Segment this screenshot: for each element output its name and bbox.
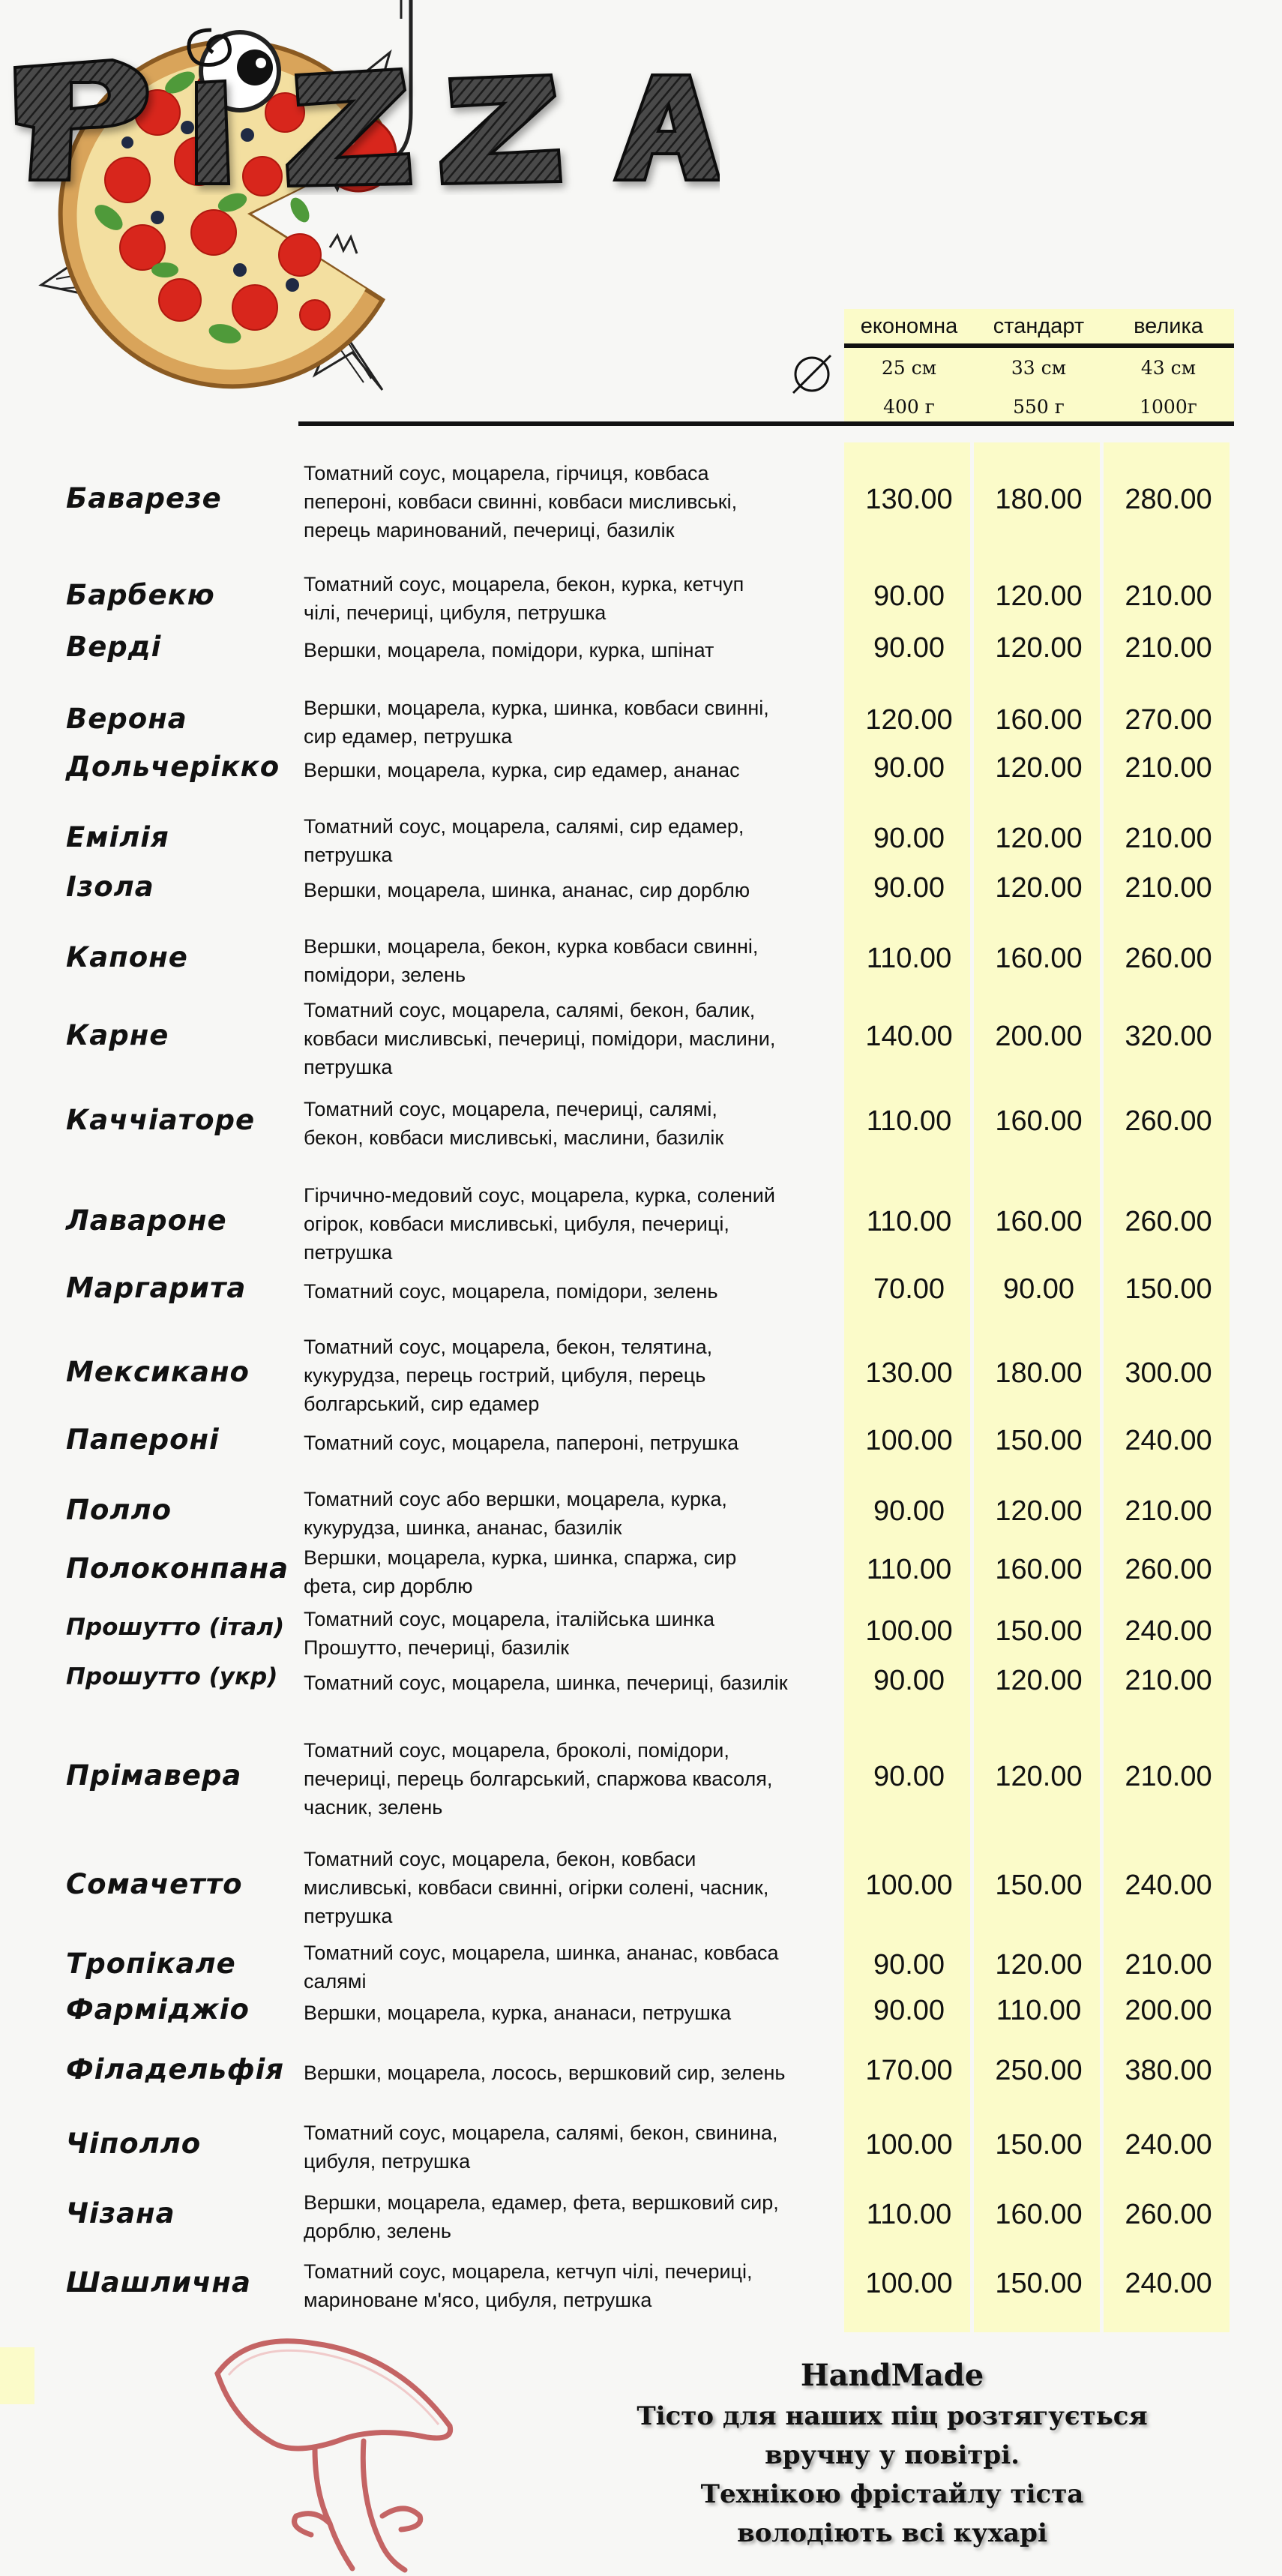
ingredients-line: Томатний соус, моцарела, італійська шинка (304, 1608, 714, 1630)
pizza-ingredients (304, 1999, 828, 2027)
pizza-name: Фарміджіо (66, 1993, 250, 2026)
pizza-ingredients (304, 932, 828, 989)
ingredients-line: Вершки, моцарела, шинка, ананас, сир дорблю (304, 879, 750, 901)
price-standard: 160.00 (995, 2199, 1083, 2230)
price-large: 260.00 (1125, 1105, 1212, 1137)
price-standard: 90.00 (1002, 1273, 1075, 1305)
ingredients-line: Томатний соус, моцарела, броколі, помідори, (304, 1739, 729, 1762)
pizza-name: Шашлична (66, 2266, 251, 2299)
ingredients-line: Вершки, моцарела, курка, сир едамер, ананас (304, 759, 740, 781)
pizza-name: Полло (66, 1494, 172, 1526)
weight-standard: 550 г (1013, 395, 1065, 418)
pizza-name: Прошутто (укр) (66, 1663, 278, 1690)
ingredients-line: дорблю, зелень (304, 2220, 451, 2242)
diameter-icon (789, 351, 835, 397)
price-standard: 120.00 (995, 580, 1083, 612)
pizza-ingredients (304, 1277, 828, 1306)
ingredients-line: мисливські, ковбаси свинні, огірки солені, часник, (304, 1876, 769, 1899)
diameter-standard: 33 см (1011, 356, 1067, 379)
handmade-line: вручну у повітрі. (765, 2440, 1020, 2470)
price-economy: 100.00 (865, 1870, 953, 1901)
price-standard: 150.00 (995, 1425, 1083, 1456)
price-large: 210.00 (1125, 872, 1212, 904)
pizza-ingredients (304, 1485, 828, 1542)
handmade-line: Тісто для наших піц розтягується (637, 2401, 1148, 2431)
price-large: 210.00 (1125, 1761, 1212, 1792)
ingredients-line: мариноване м'ясо, цибуля, петрушка (304, 2289, 652, 2311)
ingredients-line: Томатний соус, моцарела, помідори, зелень (304, 1280, 718, 1303)
pizza-ingredients (304, 1181, 828, 1267)
price-economy: 110.00 (866, 1105, 952, 1137)
pizza-ingredients (304, 694, 828, 751)
ingredients-line: Вершки, моцарела, курка, шинка, ковбаси свинні, (304, 697, 769, 719)
handmade-line: володіють всі кухарі (737, 2518, 1047, 2548)
price-large: 260.00 (1125, 1206, 1212, 1237)
price-large: 320.00 (1125, 1021, 1212, 1052)
pizza-ingredients (304, 2059, 828, 2087)
price-standard: 110.00 (996, 1995, 1082, 2026)
pizza-name: Маргарита (66, 1272, 247, 1304)
price-large: 260.00 (1125, 943, 1212, 974)
ingredients-line: чілі, печериці, цибуля, петрушка (304, 601, 607, 624)
price-large: 300.00 (1125, 1357, 1212, 1389)
price-large: 240.00 (1125, 1425, 1212, 1456)
price-standard: 120.00 (995, 823, 1083, 854)
pizza-name: Чізана (66, 2197, 175, 2230)
price-large: 380.00 (1125, 2055, 1212, 2086)
pizza-name: Прімавера (66, 1759, 242, 1792)
ingredients-line: Томатний соус, моцарела, бекон, ковбаси (304, 1848, 696, 1870)
ingredients-line: петрушка (304, 1056, 393, 1078)
price-large: 210.00 (1125, 823, 1212, 854)
pizza-name: Лавароне (66, 1204, 227, 1237)
price-standard: 180.00 (995, 484, 1083, 515)
ingredients-line: Прошутто, печериці, базилік (304, 1636, 570, 1659)
weight-economy: 400 г (883, 395, 935, 418)
size-header (844, 309, 1234, 426)
ingredients-line: Томатний соус, моцарела, салямі, бекон, балик, (304, 999, 756, 1021)
pizza-name: Капоне (66, 941, 188, 973)
price-large: 150.00 (1125, 1273, 1212, 1305)
ingredients-line: Вершки, моцарела, курка, ананаси, петрушка (304, 2002, 732, 2024)
pizza-ingredients (304, 996, 828, 1081)
price-economy: 100.00 (865, 2129, 953, 2161)
price-economy: 90.00 (873, 632, 945, 664)
ingredients-line: Вершки, моцарела, помідори, курка, шпінат (304, 639, 714, 661)
price-standard: 160.00 (995, 704, 1083, 736)
pizza-name: Тропікале (66, 1948, 236, 1980)
pizza-ingredients (304, 2257, 828, 2314)
handmade-line: Технікою фрістайлу тіста (700, 2479, 1084, 2509)
pizza-ingredients (304, 1605, 828, 1662)
ingredients-line: Томатний соус, моцарела, кетчуп чілі, печериці, (304, 2260, 753, 2283)
ingredients-line: Томатний соус, моцарела, печериці, салямі, (304, 1098, 717, 1120)
price-standard: 120.00 (995, 1665, 1083, 1696)
price-economy: 90.00 (873, 752, 945, 784)
pizza-ingredients (304, 2188, 828, 2245)
pizza-name: Полоконпана (66, 1552, 289, 1585)
pizza-name: Папероні (66, 1423, 220, 1456)
dough-hand-icon (202, 2329, 472, 2576)
ingredients-line: сир едамер, петрушка (304, 725, 513, 748)
pizza-ingredients (304, 1939, 828, 1996)
pizza-name: Барбекю (66, 579, 215, 611)
pizza-name: Прошутто (італ) (66, 1614, 285, 1641)
ingredients-line: салямі (304, 1970, 367, 1993)
pizza-ingredients (304, 1095, 828, 1152)
price-large: 260.00 (1125, 2199, 1212, 2230)
price-standard: 120.00 (995, 632, 1083, 664)
ingredients-line: фета, сир дорблю (304, 1575, 473, 1597)
price-economy: 120.00 (865, 704, 953, 736)
pizza-ingredients (304, 636, 828, 664)
price-standard: 200.00 (995, 1021, 1083, 1052)
ingredients-line: Томатний соус, моцарела, бекон, курка, кетчуп (304, 573, 744, 595)
price-economy: 100.00 (865, 2268, 953, 2299)
price-standard: 120.00 (995, 752, 1083, 784)
ingredients-line: Томатний соус, моцарела, папероні, петрушка (304, 1432, 739, 1454)
price-economy: 100.00 (865, 1615, 953, 1647)
ingredients-line: Томатний соус, моцарела, салямі, бекон, свинина, (304, 2122, 778, 2144)
pizza-ingredients (304, 1333, 828, 1418)
price-standard: 120.00 (995, 1495, 1083, 1527)
price-large: 240.00 (1125, 1870, 1212, 1901)
handmade-note (525, 2355, 1260, 2553)
price-economy: 90.00 (873, 1761, 945, 1792)
price-economy: 90.00 (873, 1995, 945, 2026)
price-standard: 120.00 (995, 1761, 1083, 1792)
price-standard: 150.00 (995, 1870, 1083, 1901)
pizza-ingredients (304, 756, 828, 784)
swirl-icon (189, 30, 230, 65)
ingredients-line: Вершки, моцарела, курка, шинка, спаржа, сир (304, 1546, 737, 1569)
price-standard: 160.00 (995, 1206, 1083, 1237)
ingredients-line: Вершки, моцарела, лосось, вершковий сир, зелень (304, 2062, 786, 2084)
size-label-large: велика (1134, 313, 1203, 338)
ingredients-line: петрушка (304, 1241, 393, 1264)
price-standard: 180.00 (995, 1357, 1083, 1389)
ingredients-line: Гірчично-медовий соус, моцарела, курка, солений (304, 1184, 775, 1207)
price-large: 280.00 (1125, 484, 1212, 515)
corner-tab (0, 2347, 34, 2404)
price-large: 200.00 (1125, 1995, 1212, 2026)
pizza-name: Мексикано (66, 1356, 250, 1388)
price-standard: 160.00 (995, 943, 1083, 974)
ingredients-line: Томатний соус, моцарела, салямі, сир едамер, (304, 815, 744, 838)
ingredients-line: петрушка (304, 1905, 393, 1927)
ingredients-line: помідори, зелень (304, 964, 466, 986)
size-label-standard: стандарт (993, 313, 1085, 338)
ingredients-line: Томатний соус, моцарела, шинка, печериці, базилік (304, 1672, 788, 1694)
price-standard: 120.00 (995, 872, 1083, 904)
price-economy: 90.00 (873, 580, 945, 612)
ingredients-line: цибуля, петрушка (304, 2150, 471, 2173)
pizza-ingredients (304, 876, 828, 904)
price-large: 210.00 (1125, 1949, 1212, 1981)
price-economy: 90.00 (873, 823, 945, 854)
diameter-large: 43 см (1140, 356, 1197, 379)
price-economy: 110.00 (866, 1554, 952, 1585)
price-large: 210.00 (1125, 752, 1212, 784)
pizza-name: Верді (66, 631, 162, 663)
ingredients-line: Томатний соус, моцарела, гірчиця, ковбаса (304, 462, 709, 484)
table-top-rule (298, 421, 1234, 426)
price-standard: 150.00 (995, 2268, 1083, 2299)
pizza-name: Сомачетто (66, 1868, 243, 1900)
pizza-ingredients (304, 1429, 828, 1457)
pizza-ingredients (304, 812, 828, 869)
price-economy: 70.00 (873, 1273, 945, 1305)
price-large: 270.00 (1125, 704, 1212, 736)
price-standard: 120.00 (995, 1949, 1083, 1981)
ingredients-line: часник, зелень (304, 1796, 443, 1819)
pizza-ingredients (304, 1543, 828, 1600)
ingredients-line: пепероні, ковбаси свинні, ковбаси мисливські, (304, 490, 738, 513)
price-economy: 100.00 (865, 1425, 953, 1456)
pizza-ingredients (304, 570, 828, 627)
pizza-ingredients (304, 1845, 828, 1930)
price-economy: 90.00 (873, 1665, 945, 1696)
price-large: 240.00 (1125, 2268, 1212, 2299)
ingredients-line: болгарський, сир едамер (304, 1393, 540, 1415)
price-economy: 90.00 (873, 1949, 945, 1981)
price-economy: 110.00 (866, 943, 952, 974)
price-large: 210.00 (1125, 1665, 1212, 1696)
ingredients-line: кукурудза, перець гострий, цибуля, перець (304, 1364, 706, 1387)
size-label-economy: економна (860, 313, 958, 338)
pizza-ingredients (304, 459, 828, 544)
pizza-name: Емілія (66, 821, 169, 853)
price-large: 210.00 (1125, 1495, 1212, 1527)
pizza-name: Ізола (66, 871, 154, 903)
price-economy: 90.00 (873, 1495, 945, 1527)
pizza-name: Верона (66, 703, 187, 735)
price-economy: 90.00 (873, 872, 945, 904)
price-economy: 110.00 (866, 2199, 952, 2230)
price-large: 210.00 (1125, 632, 1212, 664)
price-economy: 130.00 (865, 484, 953, 515)
price-standard: 250.00 (995, 2055, 1083, 2086)
pizza-name: Каччіаторе (66, 1104, 256, 1136)
price-large: 210.00 (1125, 580, 1212, 612)
ingredients-line: перець маринований, печериці, базилік (304, 519, 675, 541)
ingredients-line: Томатний соус або вершки, моцарела, курка, (304, 1488, 727, 1510)
price-economy: 140.00 (865, 1021, 953, 1052)
pizza-ingredients (304, 1669, 828, 1697)
price-large: 240.00 (1125, 1615, 1212, 1647)
price-economy: 170.00 (865, 2055, 953, 2086)
price-standard: 150.00 (995, 2129, 1083, 2161)
ingredients-line: Томатний соус, моцарела, бекон, телятина, (304, 1336, 713, 1358)
price-large: 240.00 (1125, 2129, 1212, 2161)
ingredients-line: печериці, перець болгарський, спаржова квасоля, (304, 1768, 773, 1790)
pizza-name: Філадельфія (66, 2053, 285, 2086)
ingredients-line: Томатний соус, моцарела, шинка, ананас, ковбаса (304, 1942, 779, 1964)
ingredients-line: Вершки, моцарела, бекон, курка ковбаси свинні, (304, 935, 759, 958)
price-standard: 160.00 (995, 1105, 1083, 1137)
ingredients-line: огірок, ковбаси мисливські, цибуля, печериці, (304, 1213, 729, 1235)
ingredients-line: ковбаси мисливські, печериці, помідори, маслини, (304, 1027, 776, 1050)
pizza-ingredients (304, 2119, 828, 2176)
pizza-name: Баварезе (66, 482, 222, 514)
ingredients-line: бекон, ковбаси мисливські, маслини, базилік (304, 1126, 724, 1149)
pizza-ingredients (304, 1736, 828, 1822)
price-standard: 160.00 (995, 1554, 1083, 1585)
pizza-name: Карне (66, 1019, 169, 1051)
price-standard: 150.00 (995, 1615, 1083, 1647)
pizza-title (0, 0, 720, 195)
price-economy: 110.00 (866, 1206, 952, 1237)
weight-large: 1000г (1140, 395, 1197, 418)
price-large: 260.00 (1125, 1554, 1212, 1585)
ingredients-line: петрушка (304, 844, 393, 866)
ingredients-line: кукурудза, шинка, ананас, базилік (304, 1516, 622, 1539)
pizza-name: Дольчерікко (66, 751, 280, 783)
diameter-economy: 25 см (881, 356, 937, 379)
handmade-title: HandMade (800, 2358, 984, 2393)
price-economy: 130.00 (865, 1357, 953, 1389)
pizza-name: Чіполло (66, 2128, 202, 2160)
ingredients-line: Вершки, моцарела, едамер, фета, вершковий сир, (304, 2191, 779, 2214)
